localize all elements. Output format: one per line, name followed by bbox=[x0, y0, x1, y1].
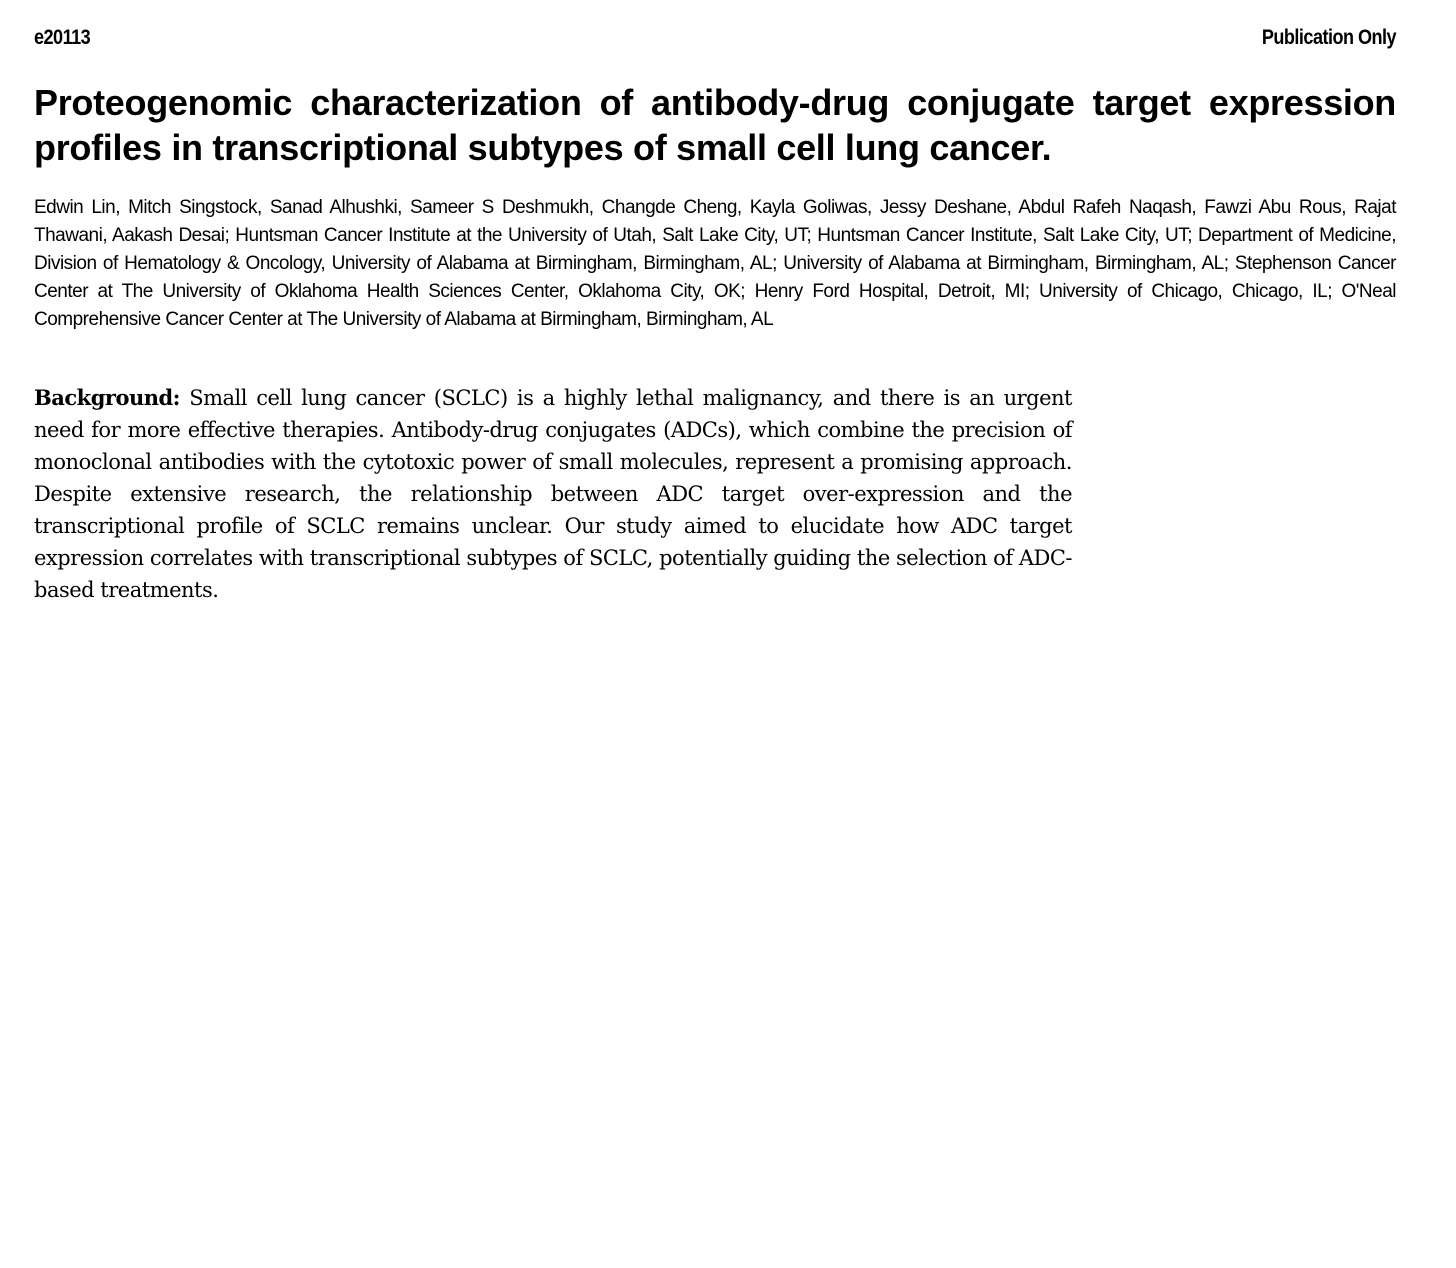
authors-affiliations: Edwin Lin, Mitch Singstock, Sanad Alhushki, Sameer S Deshmukh, Changde Cheng, Kayla Goliwas, Jessy Deshane, Abdul Rafeh Naqash, Fawzi Abu Rous, Rajat Thawani, Aakash Desai; Huntsman Cancer Institute at the University of Utah, Salt Lake City, UT; Huntsman Cancer Institute, Salt Lake City, UT; Department of Medicine, Division of Hematology & Oncology, University of Alabama at Birmingham, Birmingham, AL; University of Alabama at Birmingham, Birmingham, AL; Stephenson Cancer Center at The University of Oklahoma Health Sciences Center, Oklahoma City, OK; Henry Ford Hospital, Detroit, MI; University of Chicago, Chicago, IL; O'Neal Comprehensive Cancer Center at The University of Alabama at Birmingham, Birmingham, AL bbox=[34, 197, 1396, 330]
abstract-id: e20113 bbox=[34, 26, 91, 49]
abstract-body bbox=[34, 382, 1072, 602]
page-header bbox=[34, 26, 1396, 54]
background-label: Background: bbox=[34, 385, 180, 410]
abstract-title: Proteogenomic characterization of antibody-drug conjugate target expression profiles in transcriptional subtypes of small cell lung cancer. bbox=[34, 82, 1396, 168]
publication-type: Publication Only bbox=[1261, 26, 1396, 49]
background-text: Small cell lung cancer (SCLC) is a highly lethal malignancy, and there is an urgent need for more effective therapies. Antibody-drug conjugates (ADCs), which combine the precision of monoclonal antibodies with the cytotoxic power of small molecules, represent a promising approach. Despite extensive research, the relationship between ADC target over-expression and the transcriptional profile of SCLC remains unclear. Our study aimed to elucidate how ADC target expression correlates with transcriptional subtypes of SCLC, potentially guiding the selection of ADC-based treatments. bbox=[34, 386, 1072, 602]
